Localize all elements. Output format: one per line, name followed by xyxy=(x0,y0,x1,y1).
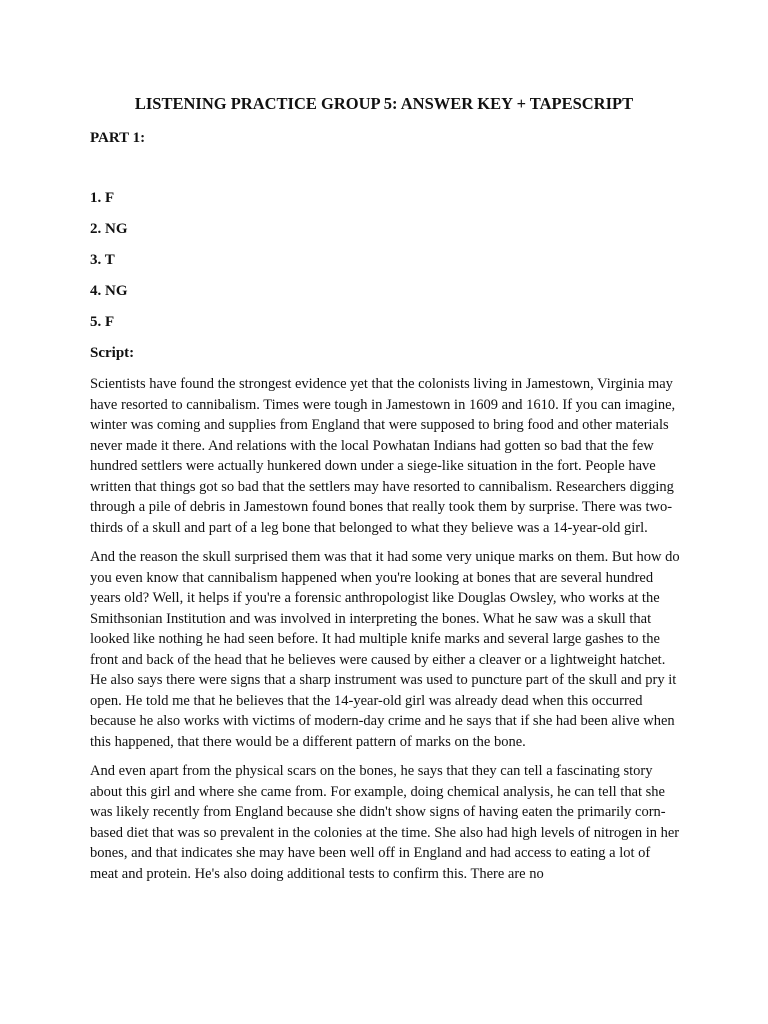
answer-item: 1. F xyxy=(90,190,115,206)
script-paragraph: Scientists have found the strongest evidence yet that the colonists living in Jamestown, Virginia may have resorted to cannibalism. Times were tough in Jamestown in 1609 and 1610. If you can imagine, winter was coming and supplies from England that were supposed to bring food and other materials never made it there. And relations with the local Powhatan Indians had gotten so bad that the few hundred settlers were actually hunkered down under a siege-like situation in the fort. People have written that things got so bad that the settlers may have resorted to cannibalism. Researchers digging through a pile of debris in Jamestown found bones that really took them by surprise. There was two-thirds of a skull and part of a leg bone that belonged to what they believe was a 14-year-old girl. xyxy=(90,376,676,536)
part-heading: PART 1: xyxy=(90,130,146,146)
tapescript-body xyxy=(90,374,680,893)
script-paragraph: And even apart from the physical scars on the bones, he says that they can tell a fascinating story about this girl and where she came from. For example, doing chemical analysis, he can tell that she was likely recently from England because she didn't show signs of having eaten the primarily corn-based diet that was so prevalent in the colonies at the time. She also had high levels of nitrogen in her bones, and that indicates she may have been well off in England and had access to eating a lot of meat and protein. He's also doing additional tests to confirm this. There are no xyxy=(90,763,680,882)
answer-item: 4. NG xyxy=(90,283,128,299)
answer-key-list xyxy=(90,188,680,343)
answer-item: 3. T xyxy=(90,252,115,268)
answer-item: 5. F xyxy=(90,314,115,330)
script-label: Script: xyxy=(90,345,135,361)
page-title: LISTENING PRACTICE GROUP 5: ANSWER KEY + TAPESCRIPT xyxy=(134,94,634,113)
script-paragraph: And the reason the skull surprised them was that it had some very unique marks on them. But how do you even know that cannibalism happened when you're looking at bones that are several hundred years old? Well, it helps if you're a forensic anthropologist like Douglas Owsley, who works at the Smithsonian Institution and was involved in interpreting the bones. What he saw was a skull that looked like nothing he had seen before. It had multiple knife marks and several large gashes to the front and back of the head that he believes were caused by either a cleaver or a lightweight hatchet. He also says there were signs that a sharp instrument was used to puncture part of the skull and pry it open. He told me that he believes that the 14-year-old girl was already dead when this occurred because he also works with victims of modern-day crime and he says that if she had been alive when this happened, that there would be a different pattern of marks on the bone. xyxy=(90,549,680,750)
answer-item: 2. NG xyxy=(90,221,128,237)
